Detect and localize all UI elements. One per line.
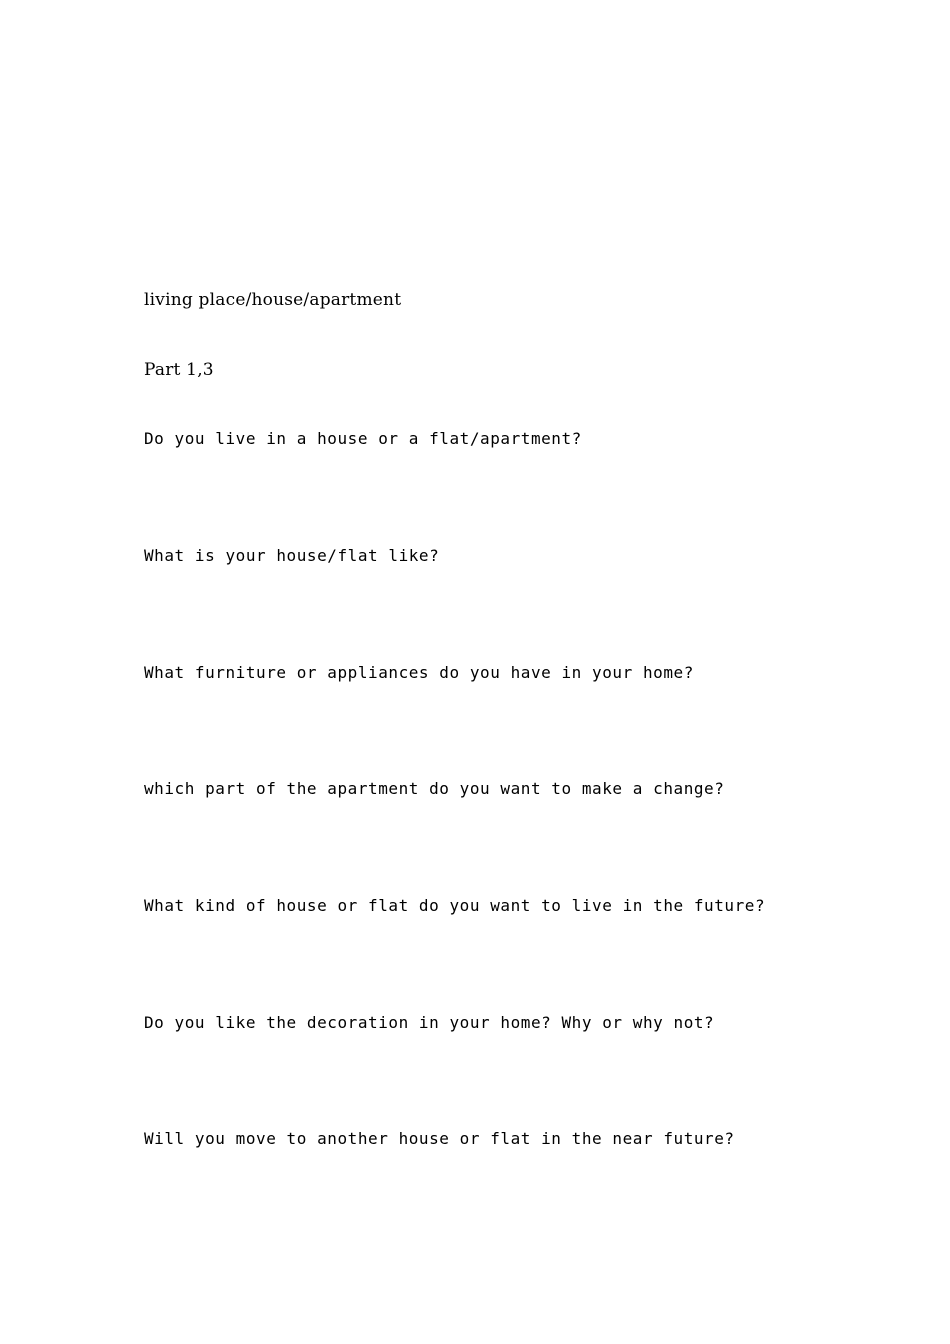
question-4: which part of the apartment do you want to make a change?	[144, 779, 725, 798]
question-2: What is your house/flat like?	[144, 546, 440, 565]
section-heading: Part 1,3	[144, 360, 214, 380]
question-7: Will you move to another house or flat in the near future?	[144, 1129, 735, 1148]
document-title: living place/house/apartment	[144, 290, 402, 310]
question-5: What kind of house or flat do you want to live in the future?	[144, 896, 766, 915]
question-1: Do you live in a house or a flat/apartment?	[144, 429, 582, 448]
question-6: Do you like the decoration in your home? Why or why not?	[144, 1013, 715, 1032]
question-3: What furniture or appliances do you have in your home?	[144, 663, 694, 682]
